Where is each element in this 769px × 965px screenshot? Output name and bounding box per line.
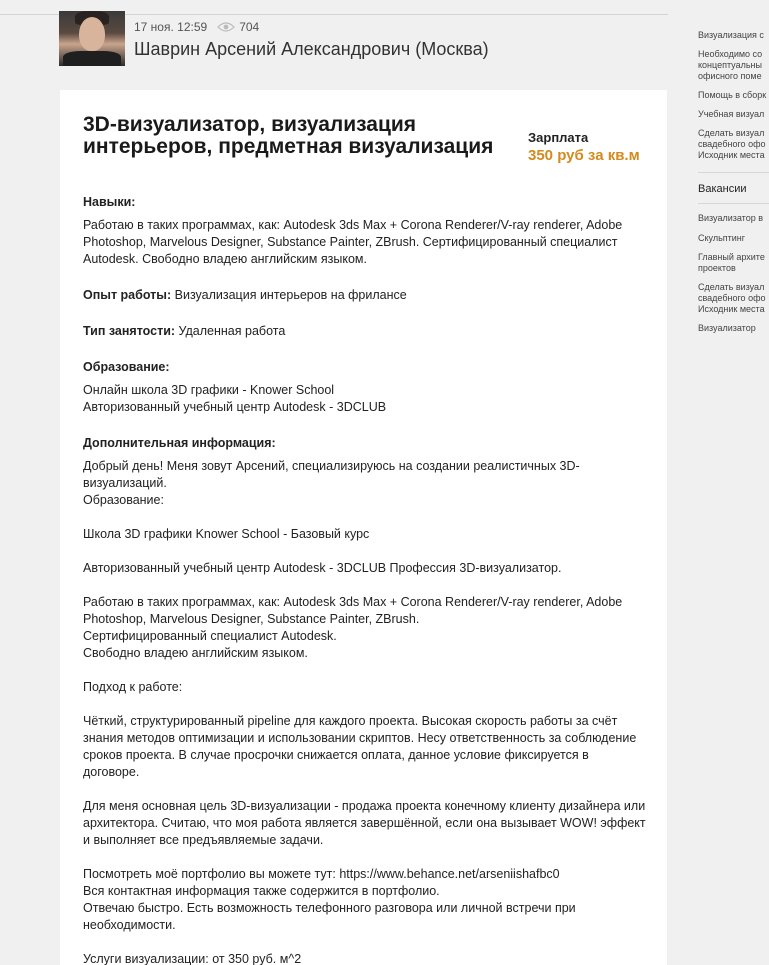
additional-paragraph: Школа 3D графики Knower School - Базовый курс: [83, 527, 370, 541]
additional-paragraph: Для меня основная цель 3D-визуализации - продажа проекта конечному клиенту дизайнера или архитектора. Считаю, что моя работа является завершённой, если она вызывает WOW! эффект и выполняет все предъявляемые задачи.: [83, 799, 646, 847]
avatar[interactable]: [59, 11, 125, 66]
skills-heading: Навыки:: [83, 195, 136, 209]
sidebar-vacancy-link[interactable]: Скульптинг: [698, 233, 746, 243]
sidebar-resume-link[interactable]: концептуальны: [698, 60, 762, 70]
additional-paragraph: Услуги визуализации: от 350 руб. м^2: [83, 952, 302, 965]
education-line: Авторизованный учебный центр Autodesk - 3DCLUB: [83, 400, 387, 414]
vacancies-title: Вакансии: [698, 183, 747, 195]
sidebar-vacancy-link[interactable]: Визуализатор: [698, 323, 756, 333]
sidebar-divider: [698, 172, 769, 173]
sidebar-vacancy-link[interactable]: свадебного офо: [698, 293, 766, 303]
sidebar-divider: [698, 203, 769, 204]
post-meta: [134, 20, 259, 34]
additional-paragraph: Чёткий, структурированный pipeline для каждого проекта. Высокая скорость работы за счёт знания методов оптимизации и использовании скриптов. Несу ответственность за соблюдение сроков проекта. В случае просрочки снижается оплата, данное условие фиксируется в договоре.: [83, 714, 637, 779]
views-counter: [217, 20, 259, 34]
sidebar-resume-link[interactable]: Необходимо со: [698, 49, 763, 59]
sidebar-vacancy-link[interactable]: Сделать визуал: [698, 282, 765, 292]
sidebar-resume-link[interactable]: Учебная визуал: [698, 109, 765, 119]
sidebar-vacancy-link[interactable]: Исходник места: [698, 304, 765, 314]
salary-value: 350 руб за кв.м: [528, 147, 640, 164]
additional-paragraph: Посмотреть моё портфолио вы можете тут: https://www.behance.net/arseniishafbc0 Вся контактная информация также содержится в портфолио. Отвечаю быстро. Есть возможность телефонного разговора или личной встречи при необходимости.: [83, 867, 576, 932]
sidebar-resume-link[interactable]: свадебного офо: [698, 139, 766, 149]
education-heading: Образование:: [83, 360, 170, 374]
additional-section: [83, 435, 648, 965]
sidebar-vacancy-link[interactable]: Визуализатор в: [698, 213, 763, 223]
eye-icon: [217, 22, 235, 32]
skills-text: Работаю в таких программах, как: Autodesk 3ds Max + Corona Renderer/V-ray renderer, Adobe Photoshop, Marvelous Designer, Substance Painter, ZBrush. Сертифицированный специалист Autodesk. Свободно владею английским языком.: [83, 218, 623, 266]
skills-section: [83, 194, 648, 268]
additional-paragraph: Добрый день! Меня зовут Арсений, специализируюсь на создании реалистичных 3D-визуализаций. Образование:: [83, 459, 580, 507]
post-date: 17 ноя. 12:59: [134, 20, 208, 34]
sidebar-resume-link[interactable]: Помощь в сборк: [698, 90, 767, 100]
experience-label: Опыт работы:: [83, 288, 172, 302]
salary-label: Зарплата: [528, 130, 589, 145]
experience-section: [83, 287, 648, 304]
job-title: 3D-визуализатор, визуализация интерьеров, предметная визуализация: [83, 113, 494, 158]
employment-section: [83, 323, 648, 340]
sidebar-resume-link[interactable]: офисного поме: [698, 71, 762, 81]
sidebar-resume-link[interactable]: Визуализация с: [698, 30, 764, 40]
education-section: [83, 359, 648, 416]
sidebar-vacancy-link[interactable]: проектов: [698, 263, 736, 273]
employment-value: Удаленная работа: [178, 324, 286, 338]
additional-paragraph: Авторизованный учебный центр Autodesk - 3DCLUB Профессия 3D-визуализатор.: [83, 561, 562, 575]
additional-paragraph: Работаю в таких программах, как: Autodesk 3ds Max + Corona Renderer/V-ray renderer, Adobe Photoshop, Marvelous Designer, Substance Painter, ZBrush. Сертифицированный специалист Autodesk. Свободно владею английским языком.: [83, 595, 623, 660]
resume-content: [83, 194, 648, 965]
sidebar-resume-link[interactable]: Сделать визуал: [698, 128, 765, 138]
additional-heading: Дополнительная информация:: [83, 436, 276, 450]
avatar-face: [79, 17, 105, 51]
person-name[interactable]: Шаврин Арсений Александрович (Москва): [134, 39, 489, 59]
additional-paragraph: Подход к работе:: [83, 680, 183, 694]
views-count: 704: [239, 20, 260, 34]
sidebar-resume-link[interactable]: Исходник места: [698, 150, 765, 160]
avatar-shirt: [63, 51, 121, 66]
education-line: Онлайн школа 3D графики - Knower School: [83, 383, 335, 397]
sidebar-vacancy-link[interactable]: Главный архите: [698, 252, 765, 262]
experience-value: Визуализация интерьеров на фрилансе: [174, 288, 407, 302]
resume-card: [60, 90, 667, 965]
employment-label: Тип занятости:: [83, 324, 176, 338]
